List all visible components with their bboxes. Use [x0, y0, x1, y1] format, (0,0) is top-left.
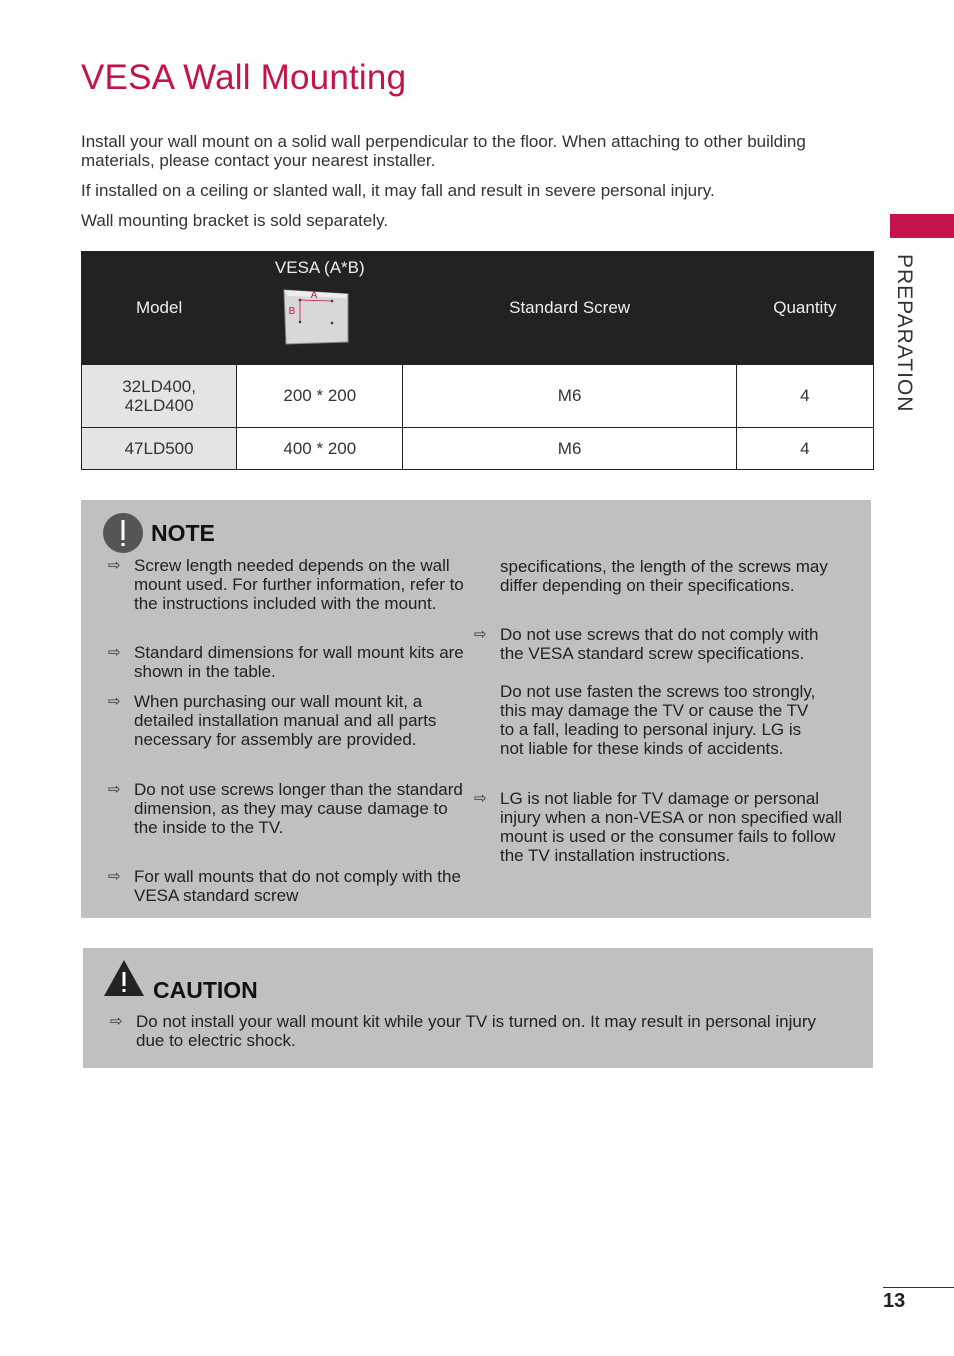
table-header-row [82, 252, 874, 365]
diagram-label-b: B [288, 306, 296, 317]
diagram-label-a: A [310, 290, 318, 301]
header-vesa-label: VESA (A*B) [274, 258, 365, 277]
list-item: ⇨ Standard dimensions for wall mount kits are shown in the table. [108, 643, 464, 681]
list-item: ⇨ When purchasing our wall mount kit, a detailed installation manual and all parts necessary for assembly are provided. [108, 692, 437, 749]
cell-quantity: 4 [736, 428, 873, 470]
arrow-right-icon: ⇨ [108, 557, 121, 574]
table-row [82, 428, 874, 470]
list-item: ⇨ LG is not liable for TV damage or personal injury when a non-VESA or non specified wall mount is used or the consumer fails to follow the TV installation instructions. [474, 789, 843, 865]
header-vesa [237, 252, 403, 365]
cell-quantity: 4 [736, 365, 873, 428]
intro-paragraph: Wall mounting bracket is sold separately. [81, 211, 389, 230]
note-box [81, 500, 871, 918]
cell-vesa: 200 * 200 [237, 365, 403, 428]
header-quantity: Quantity [736, 252, 873, 365]
arrow-right-icon: ⇨ [108, 781, 121, 798]
cell-screw: M6 [403, 428, 736, 470]
header-screw: Standard Screw [403, 252, 736, 365]
arrow-right-icon: ⇨ [474, 626, 487, 643]
caution-box [83, 948, 873, 1068]
list-item: ⇨ Screw length needed depends on the wall mount used. For further information, refer to the instructions included with the mount. [108, 556, 464, 613]
exclamation-circle-icon [102, 512, 144, 554]
list-item: ⇨ Do not use screws longer than the standard dimension, as they may cause damage to the inside to the TV. [108, 780, 463, 837]
list-item: ⇨ Do not install your wall mount kit while your TV is turned on. It may result in personal injury due to electric shock. [110, 1012, 816, 1050]
vesa-spec-table [81, 251, 874, 470]
list-item-continuation: Do not use fasten the screws too strongly, this may damage the TV or cause the TV to a fall, leading to personal injury. LG is not liable for these kinds of accidents. [500, 682, 816, 758]
cell-vesa: 400 * 200 [237, 428, 403, 470]
page-number: 13 [883, 1290, 906, 1312]
vesa-diagram-icon [282, 288, 350, 346]
cell-model: 32LD400, 42LD400 [82, 365, 237, 428]
section-label: PREPARATION [893, 254, 916, 413]
caution-heading: CAUTION [153, 977, 258, 1003]
page-title: VESA Wall Mounting [81, 58, 407, 97]
cell-screw: M6 [403, 365, 736, 428]
arrow-right-icon: ⇨ [108, 868, 121, 885]
arrow-right-icon: ⇨ [110, 1013, 123, 1030]
table-row [82, 365, 874, 428]
section-tab-marker [890, 214, 954, 238]
list-item-continuation: specifications, the length of the screws may differ depending on their specifications. [500, 557, 828, 595]
arrow-right-icon: ⇨ [474, 790, 487, 807]
arrow-right-icon: ⇨ [108, 693, 121, 710]
header-model: Model [82, 252, 237, 365]
intro-paragraph: If installed on a ceiling or slanted wall, it may fall and result in severe personal injury. [81, 181, 715, 200]
intro-paragraph: Install your wall mount on a solid wall perpendicular to the floor. When attaching to other building materials, please contact your nearest installer. [81, 132, 806, 170]
list-item: ⇨ For wall mounts that do not comply with the VESA standard screw [108, 867, 461, 905]
warning-triangle-icon [103, 958, 145, 998]
arrow-right-icon: ⇨ [108, 644, 121, 661]
list-item: ⇨ Do not use screws that do not comply with the VESA standard screw specifications. [474, 625, 819, 663]
note-heading: NOTE [151, 520, 215, 546]
cell-model: 47LD500 [82, 428, 237, 470]
footer-rule [883, 1287, 954, 1288]
